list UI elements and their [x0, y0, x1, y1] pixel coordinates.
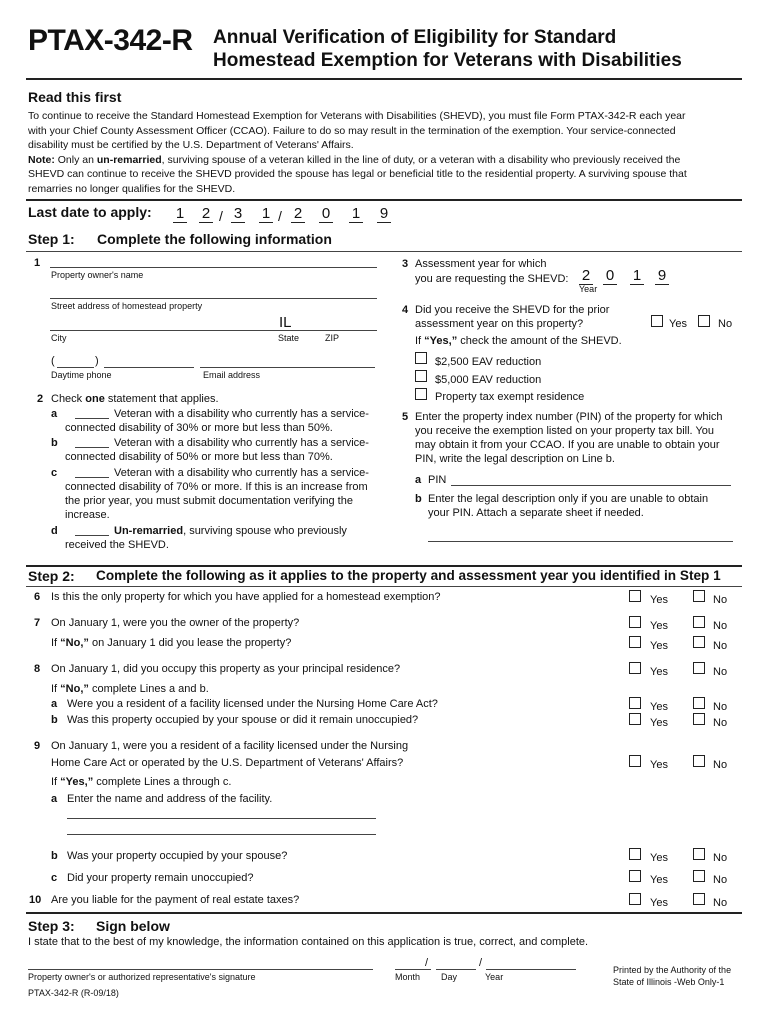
note-line — [28, 153, 744, 168]
line5-text: PIN, write the legal description on Line b. — [415, 453, 615, 465]
read-first-line: with your Chief County Assessment Officer (CCAO). Failure to do so may result in the termination of the exemption. Your service-connected — [28, 124, 676, 137]
q6-yes-checkbox[interactable] — [629, 590, 641, 602]
step3-label: Step 3: — [28, 918, 75, 934]
option-letter: c — [51, 467, 58, 479]
option-d-text — [114, 525, 347, 537]
step1-rule — [26, 251, 742, 252]
month-field[interactable] — [395, 969, 431, 970]
area-code-field[interactable] — [57, 367, 94, 368]
legal-description-field[interactable] — [428, 541, 733, 542]
if-c: complete Lines a through c. — [93, 776, 232, 788]
owner-name-label: Property owner's name — [51, 270, 144, 280]
q7-if-text — [51, 637, 291, 649]
line-number: 9 — [34, 740, 41, 752]
no-label: No — [713, 897, 728, 909]
option-b-text: connected disability of 50% or more but less than 70%. — [65, 451, 333, 463]
owner-name-field[interactable] — [50, 267, 377, 268]
note-bold: un-remarried — [96, 153, 162, 166]
if-yes-bold: “Yes,” — [424, 335, 458, 347]
q6-text: Is this the only property for which you have applied for a homestead exemption? — [51, 591, 441, 603]
yes-label: Yes — [650, 897, 668, 909]
q8a-letter: a — [51, 698, 58, 710]
line4-text: Did you receive the SHEVD for the prior — [415, 304, 610, 316]
amt-2500-label: $2,500 EAV reduction — [435, 356, 542, 368]
printed-by: State of Illinois -Web Only-1 — [613, 977, 725, 987]
year-digit[interactable]: 0 — [603, 268, 617, 285]
last-date-digit[interactable]: 1 — [349, 206, 363, 223]
city-state-zip-field[interactable] — [50, 330, 377, 331]
line-number: 5 — [402, 411, 409, 423]
option-a-text: Veteran with a disability who currently has a service- — [114, 408, 369, 420]
no-label: No — [713, 701, 728, 713]
note-text: Only an — [54, 153, 97, 166]
q10-no-checkbox[interactable] — [693, 893, 705, 905]
option-d-rest: , surviving spouse who previously — [183, 525, 347, 537]
if-a: If — [415, 335, 425, 347]
day-label: Day — [441, 972, 458, 982]
year-label: Year — [579, 284, 598, 294]
printed-by: Printed by the Authority of the — [613, 965, 732, 975]
option-d-text: received the SHEVD. — [65, 539, 169, 551]
no-label: No — [713, 759, 728, 771]
if-no-bold: “No,” — [60, 683, 89, 695]
daytime-phone-label: Daytime phone — [51, 370, 112, 380]
phone-field[interactable] — [104, 367, 194, 368]
line5a-letter: a — [415, 474, 422, 486]
q9-yes-checkbox[interactable] — [629, 755, 641, 767]
no-label: No — [718, 318, 733, 330]
state-label: State — [278, 333, 300, 343]
option-letter: b — [51, 437, 58, 449]
no-label: No — [713, 666, 728, 678]
zip-label: ZIP — [325, 333, 340, 343]
facility-address-field[interactable] — [67, 834, 376, 835]
q9b-text: Was your property occupied by your spouse? — [67, 850, 288, 862]
q9b-no-checkbox[interactable] — [693, 848, 705, 860]
year-digit[interactable]: 9 — [655, 268, 669, 285]
step2-label: Step 2: — [28, 568, 75, 584]
line4-if-text — [415, 335, 622, 347]
q9b-letter: b — [51, 850, 58, 862]
yes-label: Yes — [650, 640, 668, 652]
last-date-digit[interactable]: 2 — [199, 206, 213, 223]
month-label: Month — [395, 972, 421, 982]
option-a-text: connected disability of 30% or more but less than 50%. — [65, 422, 333, 434]
date-slash: / — [425, 957, 429, 969]
note-line: SHEVD can continue to receive the SHEVD provided the spouse has legal or beneficial title to the residential property. A surviving spouse that — [28, 168, 687, 181]
last-date-digit[interactable]: 9 — [377, 206, 391, 223]
line4-yes-checkbox[interactable] — [651, 315, 663, 327]
no-label: No — [713, 640, 728, 652]
if-a: If — [51, 776, 61, 788]
amt-5000-checkbox[interactable] — [415, 370, 427, 382]
q8b-no-checkbox[interactable] — [693, 713, 705, 725]
last-date-digit[interactable]: 1 — [259, 206, 273, 223]
read-first-line: disability must be certified by the U.S. Department of Veterans' Affairs. — [28, 139, 354, 152]
if-no-bold: “No,” — [60, 637, 89, 649]
line5b-letter: b — [415, 493, 422, 505]
option-b-check[interactable] — [75, 447, 109, 448]
line4-text: assessment year on this property? — [415, 318, 584, 330]
q7-no-checkbox[interactable] — [693, 616, 705, 628]
yes-label: Yes — [650, 874, 668, 886]
yes-label: Yes — [650, 759, 668, 771]
year-digit[interactable]: 2 — [579, 268, 593, 285]
q10-text: Are you liable for the payment of real estate taxes? — [51, 894, 300, 906]
if-yes-bold: “Yes,” — [60, 776, 94, 788]
q9c-letter: c — [51, 872, 58, 884]
if-c: check the amount of the SHEVD. — [457, 335, 622, 347]
q9a-text: Enter the name and address of the facility. — [67, 793, 273, 805]
yes-label: Yes — [650, 701, 668, 713]
if-a: If — [51, 683, 61, 695]
line5-text: Enter the property index number (PIN) of the property for which — [415, 411, 723, 423]
amt-2500-checkbox[interactable] — [415, 352, 427, 364]
q8a-yes-checkbox[interactable] — [629, 697, 641, 709]
day-field[interactable] — [436, 969, 476, 970]
option-c-text: increase. — [65, 509, 110, 521]
last-date-digit[interactable]: 2 — [291, 206, 305, 223]
if-a: If — [51, 637, 61, 649]
yes-label: Yes — [650, 666, 668, 678]
q9-if-text — [51, 776, 231, 788]
option-d-bold: Un-remarried — [114, 525, 184, 537]
last-date-label: Last date to apply: — [28, 204, 152, 220]
option-d-check[interactable] — [75, 535, 109, 536]
q6-no-checkbox[interactable] — [693, 590, 705, 602]
note-text: , surviving spouse of a veteran killed in the line of duty, or a veteran with a disability who previously received the — [161, 153, 681, 166]
q7-yes-checkbox[interactable] — [629, 616, 641, 628]
form-title-line1: Annual Verification of Eligibility for Standard — [213, 27, 617, 48]
line-number: 4 — [402, 304, 409, 316]
q8a-no-checkbox[interactable] — [693, 697, 705, 709]
signature-field[interactable] — [28, 969, 373, 970]
street-field[interactable] — [50, 298, 377, 299]
line-number: 3 — [402, 258, 409, 270]
line-number: 2 — [37, 393, 44, 405]
step2-rule — [26, 586, 742, 587]
line2-text-a: Check — [51, 393, 86, 405]
q8-no-checkbox[interactable] — [693, 662, 705, 674]
line2-text — [51, 393, 219, 405]
option-letter: d — [51, 525, 58, 537]
line-number: 7 — [34, 617, 41, 629]
line3-text: Assessment year for which — [415, 258, 547, 270]
form-id: PTAX-342-R — [28, 24, 193, 57]
exempt-residence-label: Property tax exempt residence — [435, 391, 585, 403]
line-number: 10 — [29, 894, 42, 906]
last-date-digit[interactable]: 1 — [173, 206, 187, 223]
amt-5000-label: $5,000 EAV reduction — [435, 374, 542, 386]
line-number: 6 — [34, 591, 41, 603]
no-label: No — [713, 620, 728, 632]
year-digit[interactable]: 1 — [630, 268, 644, 285]
line5b-text: your PIN. Attach a separate sheet if needed. — [428, 507, 644, 519]
read-first-line: To continue to receive the Standard Homestead Exemption for Veterans with Disabilities (SHEVD), you must file Form PTAX-342-R each year — [28, 110, 686, 122]
no-label: No — [713, 594, 728, 606]
section-rule — [26, 912, 742, 914]
line5-text: may obtain it from your CCAO. If you are unable to obtain your — [415, 439, 720, 451]
option-c-text: the prior year, you must submit documentation verifying the — [65, 495, 353, 507]
phone-paren: ( — [51, 355, 55, 367]
if-c: on January 1 did you lease the property? — [88, 637, 292, 649]
no-label: No — [713, 852, 728, 864]
q8b-text: Was this property occupied by your spouse or did it remain unoccupied? — [67, 714, 419, 726]
pin-label: PIN — [428, 474, 447, 486]
year-label: Year — [485, 972, 504, 982]
q8-text: On January 1, did you occupy this property as your principal residence? — [51, 663, 401, 675]
note-line: remarries no longer qualifies for the SHEVD. — [28, 182, 236, 195]
step3-statement: I state that to the best of my knowledge, the information contained on this application is true, correct, and complete. — [28, 936, 589, 948]
q9c-yes-checkbox[interactable] — [629, 870, 641, 882]
read-first-heading: Read this first — [28, 89, 122, 105]
yes-label: Yes — [650, 594, 668, 606]
section-rule — [26, 199, 742, 201]
step1-label: Step 1: — [28, 231, 75, 247]
header-rule — [26, 78, 742, 80]
email-field[interactable] — [200, 367, 375, 368]
q9-no-checkbox[interactable] — [693, 755, 705, 767]
yes-label: Yes — [650, 620, 668, 632]
q9a-letter: a — [51, 793, 58, 805]
email-label: Email address — [203, 370, 261, 380]
step3-title: Sign below — [96, 918, 170, 934]
q8-if-text — [51, 683, 209, 695]
date-slash: / — [278, 208, 282, 224]
q7-text: On January 1, were you the owner of the property? — [51, 617, 300, 629]
q9b-yes-checkbox[interactable] — [629, 848, 641, 860]
yes-label: Yes — [650, 852, 668, 864]
date-slash: / — [479, 957, 483, 969]
if-c: complete Lines a and b. — [88, 683, 209, 695]
street-label: Street address of homestead property — [51, 301, 203, 311]
option-a-check[interactable] — [75, 418, 109, 419]
line2-bold: one — [85, 393, 105, 405]
date-slash: / — [219, 208, 223, 224]
no-label: No — [713, 874, 728, 886]
line-number: 1 — [34, 257, 41, 269]
state-value: IL — [279, 314, 292, 331]
option-b-text: Veteran with a disability who currently has a service- — [114, 437, 369, 449]
pin-field[interactable] — [451, 485, 731, 486]
yes-label: Yes — [650, 717, 668, 729]
last-date-digit[interactable]: 3 — [231, 206, 245, 223]
line5b-text: Enter the legal description only if you are unable to obtain — [428, 493, 709, 505]
form-title-line2: Homestead Exemption for Veterans with Disabilities — [213, 50, 682, 71]
q8-yes-checkbox[interactable] — [629, 662, 641, 674]
step2-title: Complete the following as it applies to the property and assessment year you identified in Step 1 — [96, 568, 721, 583]
option-letter: a — [51, 408, 58, 420]
phone-paren: ) — [95, 355, 99, 367]
option-c-check[interactable] — [75, 477, 109, 478]
form-revision: PTAX-342-R (R-09/18) — [28, 988, 119, 998]
line5-text: you receive the exemption listed on your property tax bill. You — [415, 425, 715, 437]
q7-lease-no-checkbox[interactable] — [693, 636, 705, 648]
note-label: Note: — [28, 153, 55, 166]
option-c-text: connected disability of 70% or more. If this is an increase from — [65, 481, 368, 493]
facility-name-field[interactable] — [67, 818, 376, 819]
read-first-text — [28, 109, 744, 197]
line-number: 8 — [34, 663, 41, 675]
exempt-residence-checkbox[interactable] — [415, 388, 427, 400]
q9-text: Home Care Act or operated by the U.S. Department of Veterans' Affairs? — [51, 757, 404, 769]
option-c-text: Veteran with a disability who currently has a service- — [114, 467, 369, 479]
section-rule — [26, 565, 742, 567]
q9-text: On January 1, were you a resident of a facility licensed under the Nursing — [51, 740, 409, 752]
line4-no-checkbox[interactable] — [698, 315, 710, 327]
q7-lease-yes-checkbox[interactable] — [629, 636, 641, 648]
line2-text-c: statement that applies. — [104, 393, 219, 405]
signature-label: Property owner's or authorized representative's signature — [28, 972, 256, 982]
q9c-text: Did your property remain unoccupied? — [67, 872, 254, 884]
year-field[interactable] — [486, 969, 576, 970]
q9c-no-checkbox[interactable] — [693, 870, 705, 882]
yes-label: Yes — [669, 318, 687, 330]
line3-text: you are requesting the SHEVD: — [415, 273, 569, 285]
no-label: No — [713, 717, 728, 729]
step1-title: Complete the following information — [97, 231, 332, 247]
q10-yes-checkbox[interactable] — [629, 893, 641, 905]
city-label: City — [51, 333, 67, 343]
q8b-letter: b — [51, 714, 58, 726]
last-date-digit[interactable]: 0 — [319, 206, 333, 223]
q8b-yes-checkbox[interactable] — [629, 713, 641, 725]
q8a-text: Were you a resident of a facility licensed under the Nursing Home Care Act? — [67, 698, 438, 710]
